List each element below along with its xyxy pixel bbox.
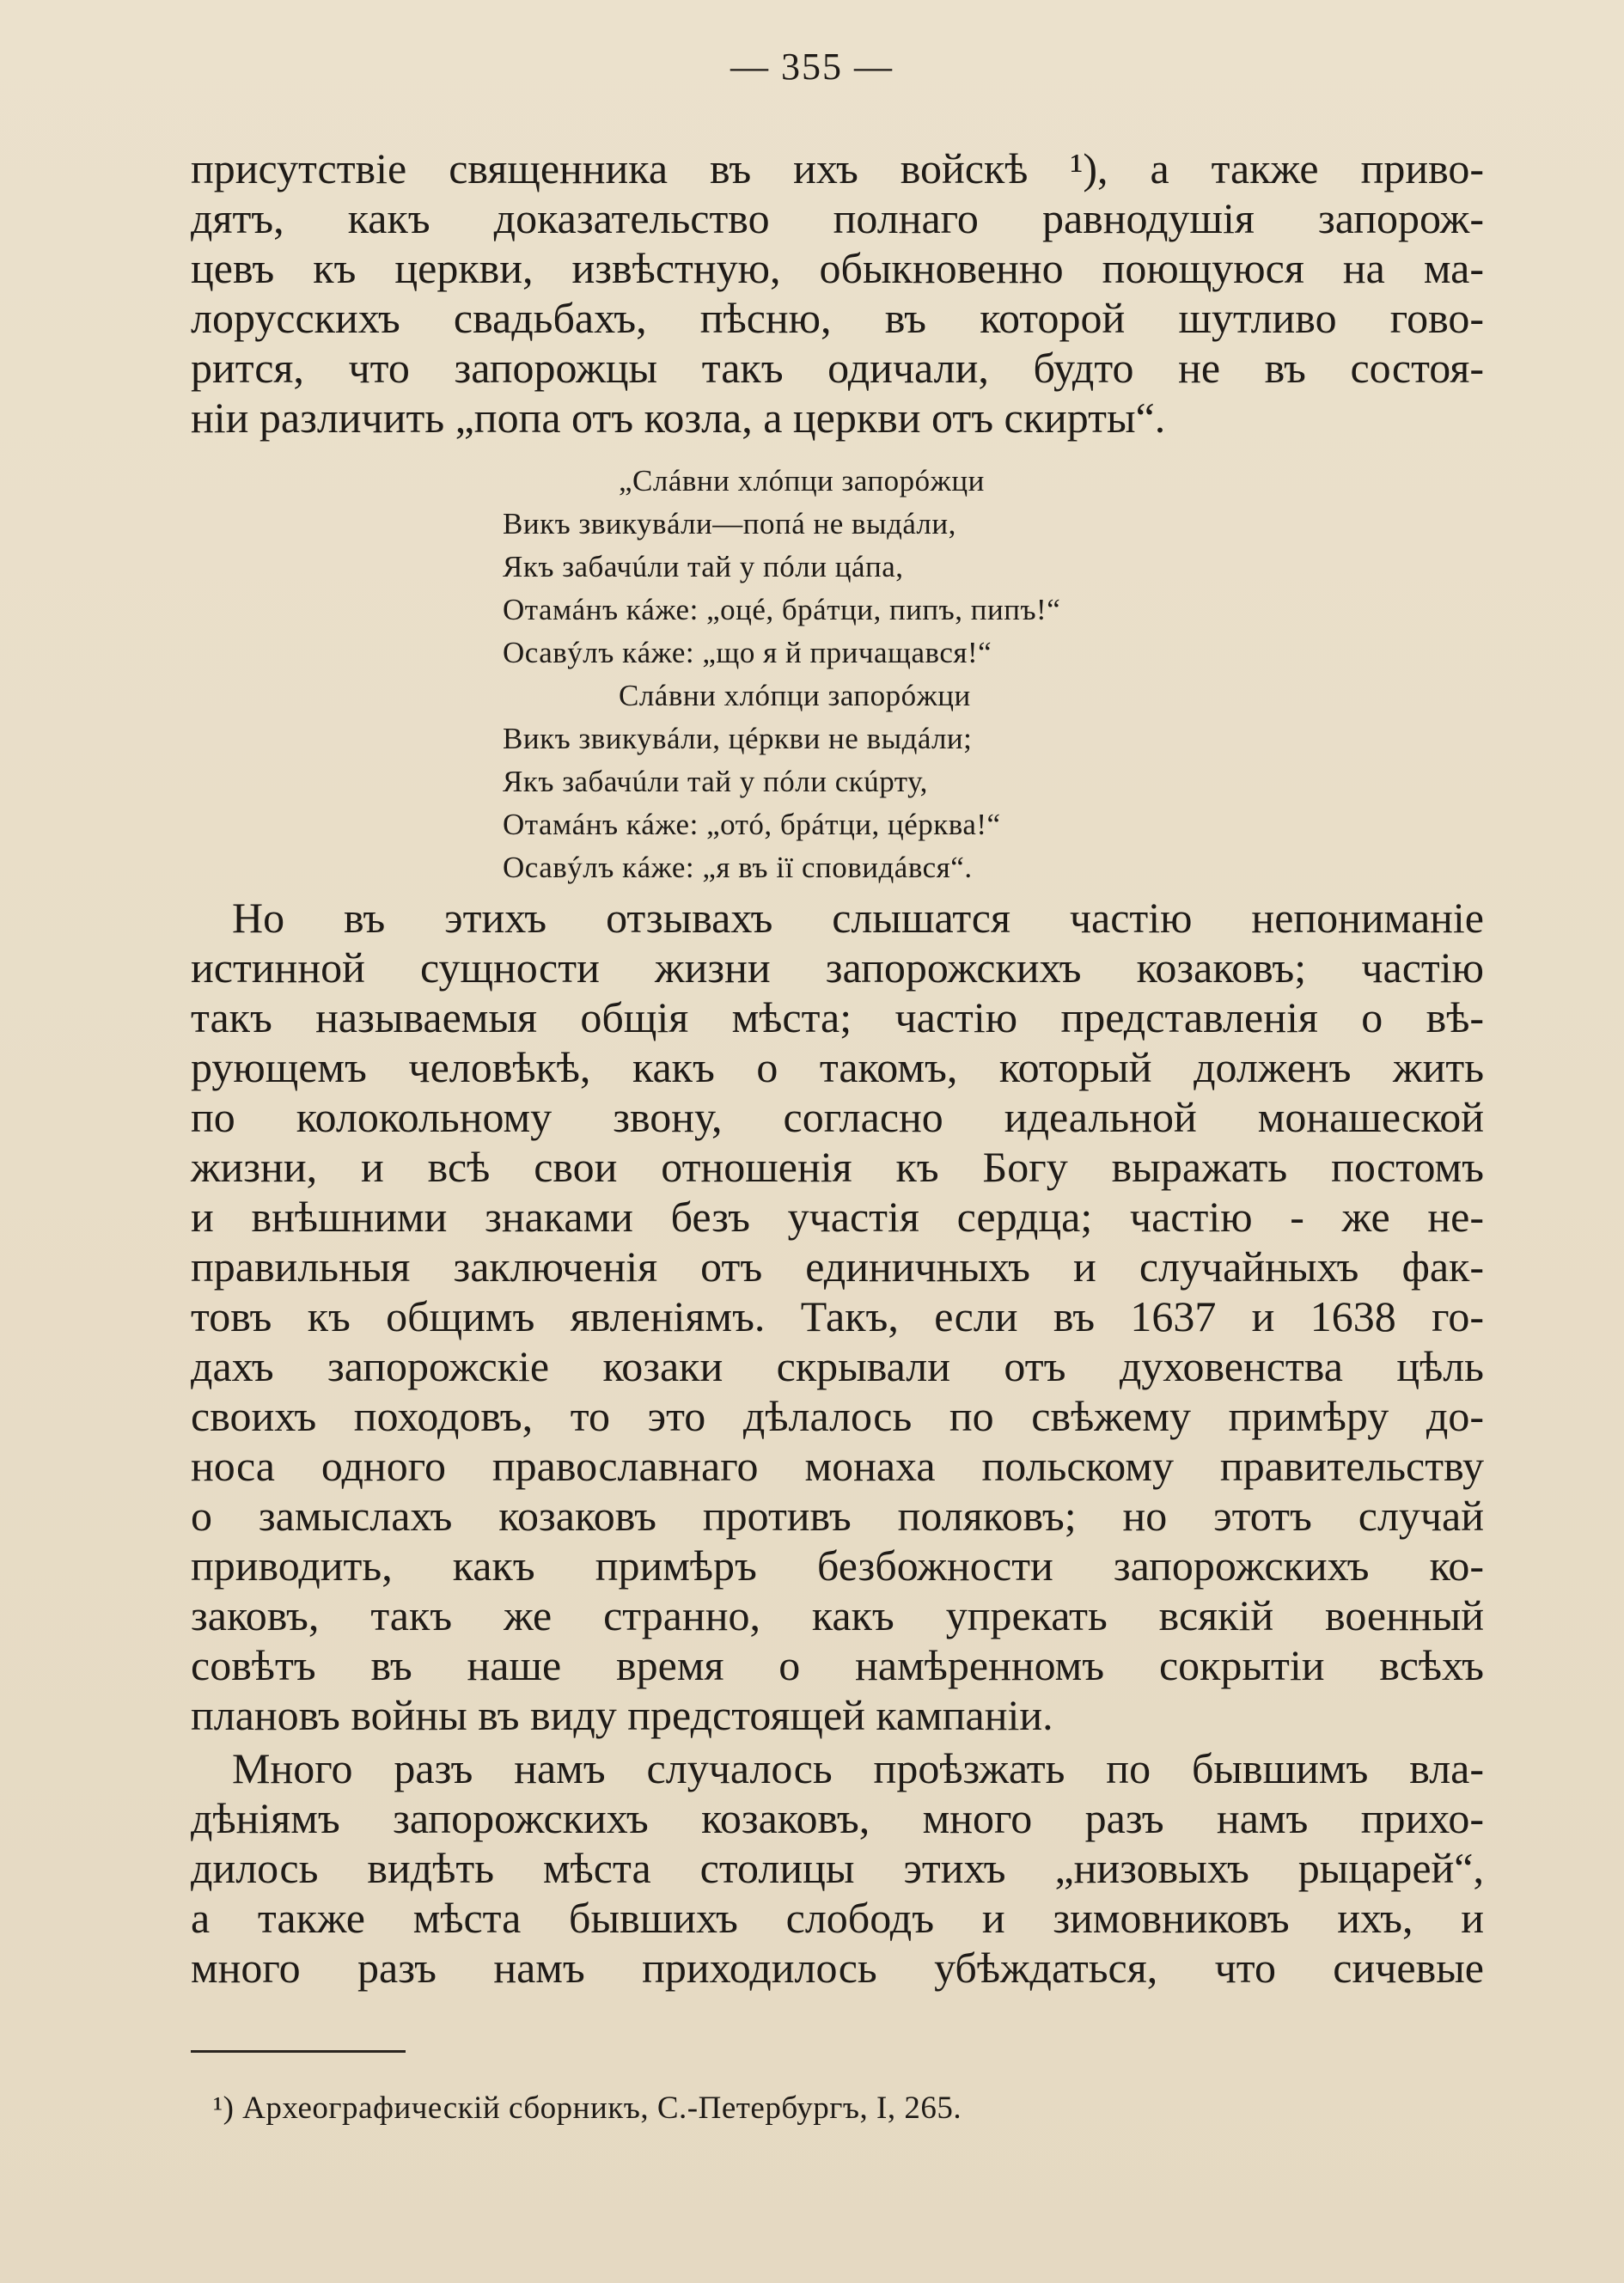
text-line: рится, что запорожцы такъ одичали, будто не въ состоя- bbox=[191, 344, 1484, 392]
text-line: о замыслахъ козаковъ противъ поляковъ; но этотъ случай bbox=[191, 1492, 1484, 1540]
text-line: по колокольному звону, согласно идеальной монашеской bbox=[191, 1093, 1484, 1141]
text-line: своихъ походовъ, то это дѣлалось по свѣжему примѣру до- bbox=[191, 1392, 1484, 1440]
text-line: правильныя заключенія отъ единичныхъ и случайныхъ фак- bbox=[191, 1242, 1484, 1291]
footnote-divider bbox=[191, 2050, 406, 2053]
text-line: цевъ къ церкви, извѣстную, обыкновенно поющуюся на ма- bbox=[191, 244, 1484, 292]
poem-line: Слáвни хлóпци запорóжци bbox=[619, 679, 971, 712]
text-line: жизни, и всѣ свои отношенія къ Богу выражать постомъ bbox=[191, 1143, 1484, 1191]
text-line: рующемъ человѣкѣ, какъ о такомъ, который долженъ жить bbox=[191, 1043, 1484, 1091]
text-line: и внѣшними знаками безъ участія сердца; частію - же не- bbox=[191, 1193, 1484, 1241]
poem-line: Осавýлъ кáже: „я въ іï сповидáвся“. bbox=[503, 851, 973, 884]
poem-line: Викъ звикувáли, цéркви не выдáли; bbox=[503, 722, 973, 755]
footnote: ¹) Археографическій сборникъ, С.-Петербургъ, I, 265. bbox=[213, 2091, 962, 2126]
text-line: приводить, какъ примѣръ безбожности запорожскихъ ко- bbox=[191, 1541, 1484, 1590]
text-line: дахъ запорожскіе козаки скрывали отъ духовенства цѣль bbox=[191, 1342, 1484, 1390]
text-line: носа одного православнаго монаха польскому правительству bbox=[191, 1442, 1484, 1490]
text-line: Много разъ намъ случалось проѣзжать по бывшимъ вла- bbox=[232, 1744, 1484, 1792]
text-line: совѣтъ въ наше время о намѣренномъ сокрытіи всѣхъ bbox=[191, 1641, 1484, 1689]
poem-line: „Слáвни хлóпци запорóжци bbox=[619, 464, 985, 497]
text-line: плановъ войны въ виду предстоящей кампаніи. bbox=[191, 1691, 1053, 1739]
text-line: заковъ, такъ же странно, какъ упрекать всякій военный bbox=[191, 1591, 1484, 1639]
poem-line: Осавýлъ кáже: „що я й причащався!“ bbox=[503, 636, 992, 669]
text-line: дятъ, какъ доказательство полнаго равнодушія запорож- bbox=[191, 194, 1484, 242]
text-line: а также мѣста бывшихъ слободъ и зимовниковъ ихъ, и bbox=[191, 1894, 1484, 1942]
poem-line: Якъ забачúли тай у пóли цáпа, bbox=[503, 550, 904, 583]
text-line: истинной сущности жизни запорожскихъ козаковъ; частію bbox=[191, 943, 1484, 992]
text-line: Но въ этихъ отзывахъ слышатся частію непониманіе bbox=[232, 894, 1484, 942]
poem-line: Отамáнъ кáже: „отó, брáтци, цéрква!“ bbox=[503, 808, 1001, 841]
text-line: такъ называемыя общія мѣста; частію представленія о вѣ- bbox=[191, 993, 1484, 1041]
text-line: товъ къ общимъ явленіямъ. Такъ, если въ 1637 и 1638 го- bbox=[191, 1292, 1484, 1340]
poem-line: Якъ забачúли тай у пóли скúрту, bbox=[503, 765, 928, 798]
poem-line: Отамáнъ кáже: „оцé, брáтци, пипъ, пипъ!“ bbox=[503, 593, 1061, 626]
text-line: присутствіе священника въ ихъ войскѣ ¹), а также приво- bbox=[191, 144, 1484, 192]
text-line: лорусскихъ свадьбахъ, пѣсню, въ которой шутливо гово- bbox=[191, 294, 1484, 342]
page-number: — 355 — bbox=[730, 46, 894, 88]
text-line: дилось видѣть мѣста столицы этихъ „низовыхъ рыцарей“, bbox=[191, 1844, 1484, 1892]
poem-line: Викъ звикувáли—попá не выдáли, bbox=[503, 507, 956, 540]
text-line: дѣніямъ запорожскихъ козаковъ, много разъ намъ прихо- bbox=[191, 1794, 1484, 1842]
text-line: много разъ намъ приходилось убѣждаться, что сичевые bbox=[191, 1944, 1484, 1992]
text-line: ніи различить „попа отъ козла, а церкви отъ скирты“. bbox=[191, 394, 1166, 442]
